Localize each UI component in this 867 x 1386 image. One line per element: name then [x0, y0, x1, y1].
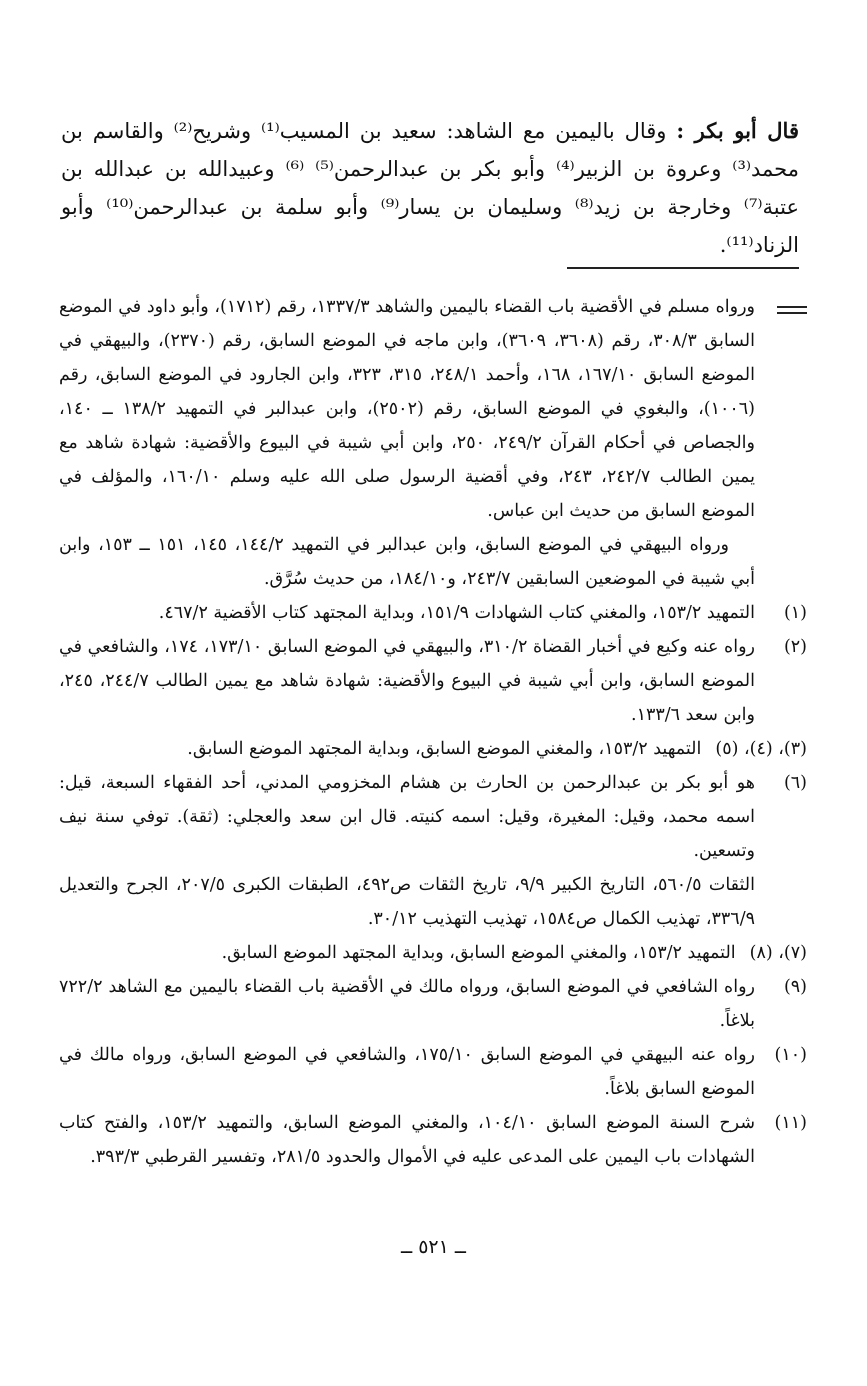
main-lead: قال أبو بكر : — [676, 118, 799, 143]
continued-note-paragraph-1: ورواه مسلم في الأقضية باب القضاء باليمين والشاهد ١٣٣٧/٣، رقم (١٧١٢)، وأبو داود في الموضع السابق ٣٠٨/٣، رقم (٣٦٠٨، ٣٦٠٩)، وابن ماجه في الموضع السابق، رقم (٢٣٧٠)، والبيهقي في الموضع السابق ١٦٧/١٠، ١٦٨، وأحمد ٢٤٨/١، ٣١٥، ٣٢٣، وابن الجارود في الموضع السابق، رقم (١٠٠٦)، والبغوي في الموضع السابق، رقم (٢٥٠٢)، وابن عبدالبر في التمهيد ١٣٨/٢ ــ ١٤٠، والجصاص في أحكام القرآن ٢٤٩/٢، ٢٥٠، وابن أبي شيبة في البيوع والأقضية: شهادة شاهد مع يمين الطالب ٢٤٢/٧، ٢٤٣، وفي أقضية الرسول صلى الله عليه وسلم ١٦٠/١٠، والمؤلف في الموضع السابق من حديث ابن عباس. — [59, 297, 756, 521]
footnote-number: (٩) — [783, 977, 807, 997]
footnote-text: رواه عنه البيهقي في الموضع السابق ١٧٥/١٠، والشافعي في الموضع السابق، ورواه مالك في الموضع السابق بلاغاً. — [59, 1045, 756, 1099]
footnote-text: شرح السنة الموضع السابق ١٠٤/١٠، والمغني الموضع السابق، والتمهيد ١٥٣/٢، والفتح كتاب الشهادات باب اليمين على المدعى عليه في الأموال والحدود ٢٨١/٥، وتفسير القرطبي ٣٩٣/٣. — [59, 1113, 755, 1167]
continued-note — [59, 290, 807, 596]
footnote-number: (١) — [783, 603, 807, 623]
footnote-number: (٣)، (٤)، (٥) — [715, 739, 807, 759]
footnote-7-8 — [59, 936, 807, 970]
footnote-number: (٧)، (٨) — [749, 943, 807, 963]
footnote-sources: الثقات ٥٦٠/٥، التاريخ الكبير ٩/٩، تاريخ الثقات ص٤٩٢، الطبقات الكبرى ٢٠٧/٥، الجرح والتعديل ٣٣٦/٩، تهذيب الكمال ص١٥٨٤، تهذيب التهذيب ٣٠/١٢. — [59, 875, 756, 929]
footnote-number: (٢) — [783, 637, 807, 657]
main-text — [61, 112, 799, 264]
footnote-text: التمهيد ١٥٣/٢، والمغني الموضع السابق، وبداية المجتهد الموضع السابق. — [187, 739, 702, 759]
footnote-9 — [59, 970, 807, 1038]
footnote-text: هو أبو بكر بن عبدالرحمن بن الحارث بن هشام المخزومي المدني، أحد الفقهاء السبعة، قيل: اسمه محمد، وقيل: المغيرة، وقيل: اسمه كنيته. قال ابن سعد والعجلي: (ثقة). توفي سنة نيف وتسعين. — [59, 773, 755, 861]
footnote-6 — [59, 766, 807, 936]
footnote-text: التمهيد ١٥٣/٢، والمغني كتاب الشهادات ١٥١/٩، وبداية المجتهد كتاب الأقضية ٤٦٧/٢. — [158, 603, 755, 623]
page-number: ــ ٥٢١ ــ — [401, 1236, 466, 1258]
footnote-text: رواه عنه وكيع في أخبار القضاة ٣١٠/٢، والبيهقي في الموضع السابق ١٧٣/١٠، ١٧٤، والشافعي في الموضع السابق، وابن أبي شيبة في البيوع والأقضية: شهادة شاهد مع يمين الطالب ٢٤٤/٧، ٢٤٥، وابن سعد ١٣٣/٦. — [59, 637, 755, 725]
footnote-1 — [59, 596, 807, 630]
footnote-3-4-5 — [59, 732, 807, 766]
continuation-mark — [777, 306, 807, 314]
footnote-number: (١١) — [774, 1113, 807, 1133]
footnote-10 — [59, 1038, 807, 1106]
footnote-text: رواه الشافعي في الموضع السابق، ورواه مالك في الأقضية باب القضاء باليمين مع الشاهد ٧٢٢/٢ بلاغاً. — [59, 977, 755, 1031]
footnotes-section — [59, 290, 807, 1174]
footnote-separator — [567, 267, 799, 269]
continued-note-paragraph-2: ورواه البيهقي في الموضع السابق، وابن عبدالبر في التمهيد ١٤٤/٢، ١٤٥، ١٥١ ــ ١٥٣، وابن أبي شيبة في الموضعين السابقين ٢٤٣/٧، و١٨٤/١٠، من حديث سُرَّق. — [59, 535, 755, 589]
footnote-number: (٦) — [783, 773, 807, 793]
main-body: وقال باليمين مع الشاهد: سعيد بن المسيب⁽¹⁾ وشريح⁽²⁾ والقاسم بن محمد⁽³⁾ وعروة بن الزبير⁽⁴⁾ وأبو بكر بن عبدالرحمن⁽⁵⁾ ⁽⁶⁾ وعبيدالله بن عبدالله بن عتبة⁽⁷⁾ وخارجة بن زيد⁽⁸⁾ وسليمان بن يسار⁽⁹⁾ وأبو سلمة بن عبدالرحمن⁽¹⁰⁾ وأبو الزناد⁽¹¹⁾. — [61, 119, 800, 257]
footnote-text: التمهيد ١٥٣/٢، والمغني الموضع السابق، وبداية المجتهد الموضع السابق. — [221, 943, 736, 963]
footnote-11 — [59, 1106, 807, 1174]
footnote-number: (١٠) — [774, 1045, 807, 1065]
footnote-2 — [59, 630, 807, 732]
